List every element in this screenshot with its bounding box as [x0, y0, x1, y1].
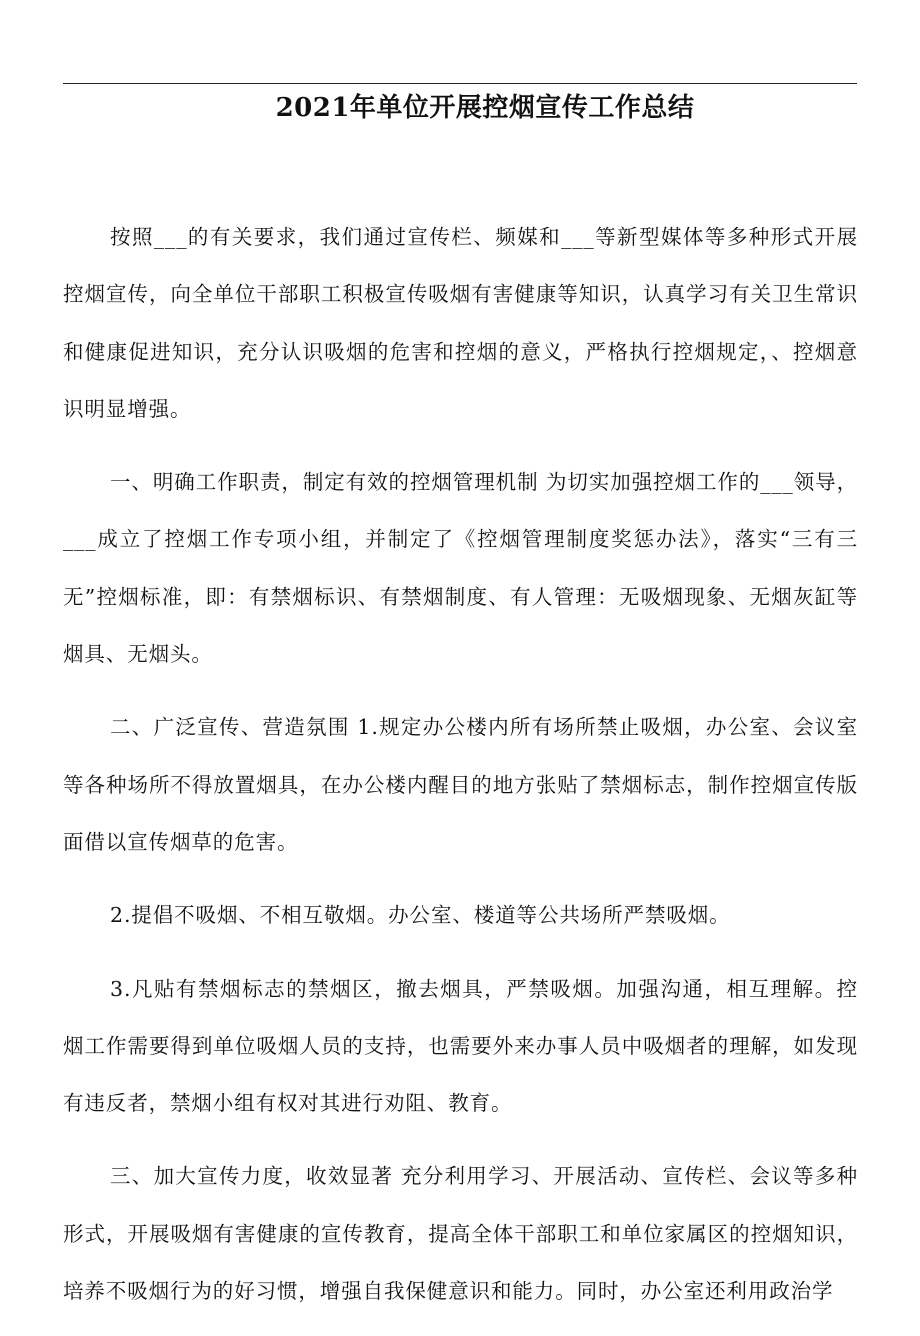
paragraph-item-3: 3.凡贴有禁烟标志的禁烟区，撤去烟具，严禁吸烟。加强沟通，相互理解。控烟工作需要得到单位吸烟人员的支持，也需要外来办事人员中吸烟者的理解，如发现有违反者，禁烟小组有权对其进行劝阻、教育。	[63, 976, 858, 1116]
paragraph-item-2: 2.提倡不吸烟、不相互敬烟。办公室、楼道等公共场所严禁吸烟。	[110, 903, 731, 928]
paragraph-section-1: 一、明确工作职责，制定有效的控烟管理机制 为切实加强控烟工作的___领导，___成立了控烟工作专项小组，并制定了《控烟管理制度奖惩办法》，落实“三有三无”控烟标准，即：有禁烟标识、有禁烟制度、有人管理：无吸烟现象、无烟灰缸等烟具、无烟头。	[63, 470, 858, 667]
document-title: 2021年单位开展控烟宣传工作总结	[275, 93, 695, 123]
document-body	[63, 209, 858, 1336]
paragraph-intro: 按照___的有关要求，我们通过宣传栏、频媒和___等新型媒体等多种形式开展控烟宣传，向全单位干部职工积极宣传吸烟有害健康等知识，认真学习有关卫生常识和健康促进知识，充分认识吸烟的危害和控烟的意义，严格执行控烟规定，、控烟意识明显增强。	[63, 225, 858, 421]
paragraph-section-3: 三、加大宣传力度，收效显著 充分利用学习、开展活动、宣传栏、会议等多种形式，开展吸烟有害健康的宣传教育，提高全体干部职工和单位家属区的控烟知识，培养不吸烟行为的好习惯，增强自我保健意识和能力。同时，办公室还利用政治学	[63, 1164, 858, 1304]
header-rule	[63, 83, 857, 84]
paragraph-section-2: 二、广泛宣传、营造氛围 1.规定办公楼内所有场所禁止吸烟，办公室、会议室等各种场所不得放置烟具，在办公楼内醒目的地方张贴了禁烟标志，制作控烟宣传版面借以宣传烟草的危害。	[63, 715, 858, 854]
